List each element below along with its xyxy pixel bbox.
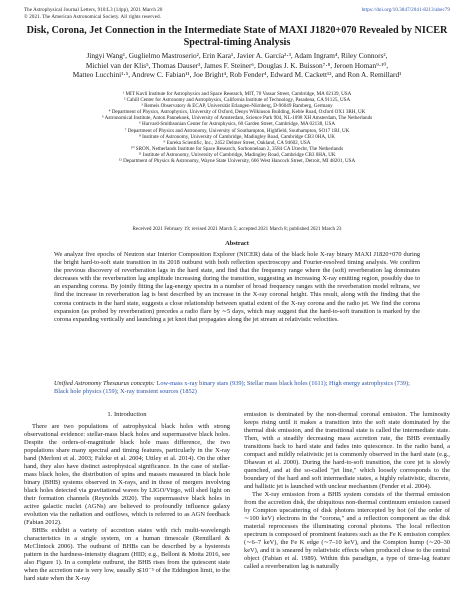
affiliation: ⁷ Department of Physics and Astronomy, University of Southampton, Highfield, Southampton, SO17 1BJ, UK [124,127,350,134]
keywords [54,380,420,396]
doi-link[interactable]: https://doi.org/10.3847/2041-8213/abec79 [361,8,450,13]
paragraph: There are two populations of astrophysical black holes with strong observational evidence: stellar-mass black holes and supermassive black holes. Despite the orders-of-magnitude black hole mass difference, the two populations share many spectral and timing features, particularly in the X-ray band (Merloni et al. 2003; Falcke et al. 2004; Uttley et al. 2014). On the other hand, they also have distinct astrophysical significance. In the case of stellar-mass black holes, the distribution of spins and masses measured in black hole binary (BHB) systems observed in X-rays, and in those of mergers involving black holes detected via gravitational waves by LIGO/Virgo, will shed light on their formation channels (Reynolds 2020). The supermassive black holes in active galactic nuclei (AGNs) are believed to profoundly influence galaxy evolution via the radiation and outflows, which is referred to as AGN feedback (Fabian 2012). [24,423,230,526]
author-line-2: Michiel van der Klis⁵, Thomas Dauser³, James F. Steiner⁶, Douglas J. K. Buisson⁷·⁸, Jeroen Homan⁹·¹⁰, [85,60,389,70]
affiliation: ⁸ Institute of Astronomy, University of Cambridge, Madingley Road, Cambridge CB3 0HA, UK [139,133,335,140]
running-head [24,8,450,21]
keywords-links[interactable]: Low-mass x-ray binary stars (939); Stellar mass black holes (1611); High energy astrophysics (739); Black hole physics (159); X-ray transient sources (1852) [54,380,410,396]
affiliation: ⁵ Astronomical Institute, Anton Pannekoek, University of Amsterdam, Science Park 904, NL-1098 XH Amsterdam, The Netherlands [101,115,373,122]
paper-title: Disk, Corona, Jet Connection in the Intermediate State of MAXI J1820+070 Revealed by NICER Spectral-timing Analysis [26,25,448,48]
affiliation: ¹⁰ SRON, Netherlands Institute for Space Research, Sorbonnelaan 2, 3584 CA Utrecht, The Netherlands [130,145,344,152]
affiliation: ⁹ Eureka Scientific, Inc., 2452 Delmer Street, Oakland, CA 94602, USA [163,139,311,146]
copyright-line: © 2021. The American Astronomical Society. All rights reserved. [24,14,162,20]
affiliation: ² Cahill Center for Astronomy and Astrophysics, California Institute of Technology, Pasadena, CA 91125, USA [123,97,351,104]
publication-dates: Received 2021 February 19; revised 2021 March 5; accepted 2021 March 8; published 2021 March 23 [132,226,342,232]
right-column [244,411,450,583]
affiliation-list [24,91,450,164]
affiliation: ¹ MIT Kavli Institute for Astrophysics and Space Research, MIT, 70 Vassar Street, Cambridge, MA 02139, USA [122,91,352,97]
author-line-3: Matteo Lucchini¹·⁵, Andrew C. Fabian¹¹, Joe Bright⁴, Rob Fender⁴, Edward M. Cackett¹², and Ron A. Remillard¹ [72,70,402,80]
section-title-introduction: 1. Introduction [107,411,147,418]
affiliation: ³ Remeis Observatory & ECAP, Universität Erlangen-Nürnberg, D-96049 Bamberg, Germany [141,103,333,110]
paragraph: BHBs exhibit a variety of accretion states with rich multi-wavelength characteristics in a single system, on a human timescale (Remillard & McClintock 2006). The outburst of BHBs can be described by a hysteresis pattern in the hardness-intensity diagram (HID; e.g., Belloni & Motta 2016, see also Figure 1). In a complete outburst, the BHB rises from the quiescent state when the accretion rate is very low, usually ≲10⁻⁵ of the Eddington limit, to the hard state when the X-ray [24,527,230,582]
left-column [24,411,230,583]
author-list [24,51,450,80]
affiliation: ¹² Department of Physics & Astronomy, Wayne State University, 666 West Hancock Street, Detroit, MI 48201, USA [118,158,356,165]
abstract-heading: Abstract [225,240,249,247]
affiliation: ⁶ Harvard-Smithsonian Center for Astrophysics, 60 Garden Street, Cambridge, MA 02138, USA [138,121,336,128]
body-columns [24,411,450,583]
author-line-1: Jingyi Wang¹, Guglielmo Mastroserio², Erin Kara¹, Javier A. García²·³, Adam Ingram⁴, Riley Connors², [86,51,388,60]
keywords-label: Unified Astronomy Thesaurus concepts: [54,380,155,387]
paragraph: emission is dominated by the non-thermal coronal emission. The luminosity keeps rising until it makes a transition into the soft state dominated by the thermal disk emission, and the transitional state is called the intermediate state. Then, with a steadily decreasing mass accretion rate, the BHB eventually transitions back to hard state and fades into quiescence. In the radio band, a compact and mildly relativistic jet is commonly observed in the hard state (e.g., Dhawan et al. 2000). During the hard-to-soft transition, the core jet is slowly quenched, and at the so-called "jet line," which loosely corresponds to the boundary of the hard and soft intermediate states, a highly relativistic, discrete, and ballistic jet is launched with unclear mechanism (Fender et al. 2004). [244,411,450,490]
paragraph: The X-ray emission from a BHB system consists of the thermal emission from the accretion disk, the ubiquitous non-thermal continuum emission caused by Compton upscattering of disk photons intercepted by hot (of the order of ∼100 keV) electrons in the "corona," and a reflection component as the disk material reprocesses the illuminating coronal photons. The local reflection spectrum is composed of prominent features such as the Fe K emission complex (∼6–7 keV), the Fe K edge (∼7–10 keV), and the Compton hump (∼20–30 keV), and it is smeared by relativistic effects when produced close to the central object (Fabian et al. 1989). Within this paradigm, a type of time-lag feature called a reverberation lag is naturally [244,491,450,570]
affiliation: ¹¹ Institute of Astronomy, University of Cambridge, Madingley Road, Cambridge CB3 0HA, UK [138,151,336,158]
journal-line: The Astrophysical Journal Letters, 910:L3 (14pp), 2021 March 20 [24,8,163,13]
affiliation: ⁴ Department of Physics, Astrophysics, University of Oxford, Denys Wilkinson Building, Keble Road, Oxford OX1 3RH, UK [108,109,366,116]
abstract-text: We analyze five epochs of Neutron star Interior Composition Explorer (NICER) data of the black hole X-ray binary MAXI J1820+070 during the bright hard-to-soft state transition in its 2018 outburst with both reflection spectroscopy and Fourier-resolved timing analysis. We confirm the previous discovery of reverberation lags in the hard state, and find that the frequency range where the (soft) reverberation lag dominates decreases with the reverberation lag amplitude increasing during the transition, suggesting an increasing X-ray emitting region, possibly due to an expanding corona. By jointly fitting the lag-energy spectra in a number of broad frequency ranges with the reverberation model reltrans, we find the increase in reverberation lag is best described by an increase in the X-ray coronal height. This result, along with the finding that the corona contracts in the hard state, suggests a close relationship between spatial extent of the X-ray corona and the radio jet. We find the corona expansion (as probed by reverberation) precedes a radio flare by ∼5 days, which may suggest that the hard-to-soft transition is marked by the corona expanding vertically and launching a jet knot that propagates along the jet stream at relativistic velocities. [54,251,420,323]
